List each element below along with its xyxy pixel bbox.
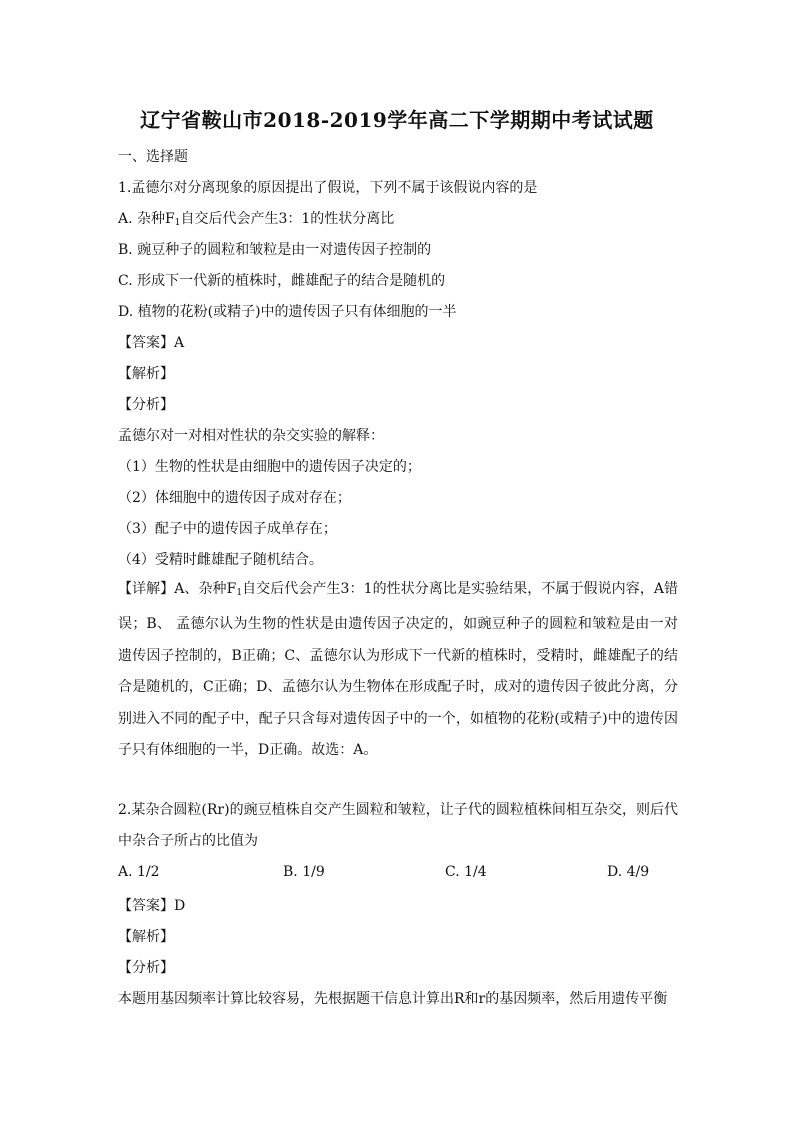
q1-intro: 孟德尔对一对相对性状的杂交实验的解释： [118,428,384,444]
q2-stem: 2.某杂合圆粒(Rr)的豌豆植株自交产生圆粒和皱粒，让子代的圆粒植株间相互杂交，则后代中杂合子所占的比值为 [118,802,678,850]
q2-option-c: C. 1/4 [445,864,487,880]
q2-option-a: A. 1/2 [118,864,160,880]
q1-option-a-pre: A. 杂种F [118,211,175,227]
section-heading: 一、选择题 [118,149,188,165]
q1-fenxi-label: 【分析】 [118,397,174,413]
q1-point-4: （4）受精时雌雄配子随机结合。 [118,552,323,568]
q1-point-1: （1）生物的性状是由细胞中的遗传因子决定的； [118,459,421,475]
q2-fenxi-label: 【分析】 [118,960,174,976]
q1-detail-post: 自交后代会产生3：1的性状分离比是实验结果，不属于假说内容，A错误；B、 孟德尔认为生物的性状是由遗传因子决定的，如豌豆种子的圆粒和皱粒是由一对遗传因子控制的，B正确；C、孟德尔认为形成下一代新的植株时，受精时，雌雄配子的结合是随机的，C正确；D、孟德尔认为生物体在形成配子时，成对的遗传因子彼此分离，分别进入不同的配子中，配子只含每对遗传因子中的一个，如植物的花粉(或精子)中的遗传因子只有体细胞的一半，D正确。故选：A。 [118,581,678,759]
q1-option-c: C. 形成下一代新的植株时，雌雄配子的结合是随机的 [118,273,446,289]
q2-text: 本题用基因频率计算比较容易，先根据题干信息计算出R和r的基因频率，然后用遗传平衡 [118,991,668,1007]
q1-option-a-sub: 1 [174,218,181,228]
q2-analysis-label: 【解析】 [118,929,174,945]
q1-point-2: （2）体细胞中的遗传因子成对存在； [118,490,351,506]
q1-option-a [118,208,394,228]
q1-detail-sub: 1 [236,588,243,598]
q1-point-3: （3）配子中的遗传因子成单存在； [118,521,337,537]
q1-stem: 1.孟德尔对分离现象的原因提出了假说，下列不属于该假说内容的是 [118,180,538,196]
q2-answer: 【答案】D [118,898,186,914]
q1-analysis-label: 【解析】 [118,366,174,382]
q1-answer: 【答案】A [118,335,185,351]
q1-detail-pre: 【详解】A、杂种F [118,581,237,597]
q1-option-a-post: 自交后代会产生3：1的性状分离比 [180,211,395,227]
q2-option-d: D. 4/9 [607,864,650,880]
q1-option-d: D. 植物的花粉(或精子)中的遗传因子只有体细胞的一半 [118,304,457,320]
q1-option-b: B. 豌豆种子的圆粒和皱粒是由一对遗传因子控制的 [118,242,432,258]
q1-detail [118,574,678,766]
q2-option-b: B. 1/9 [283,864,325,880]
page-title: 辽宁省鞍山市2018-2019学年高二下学期期中考试试题 [140,108,654,132]
